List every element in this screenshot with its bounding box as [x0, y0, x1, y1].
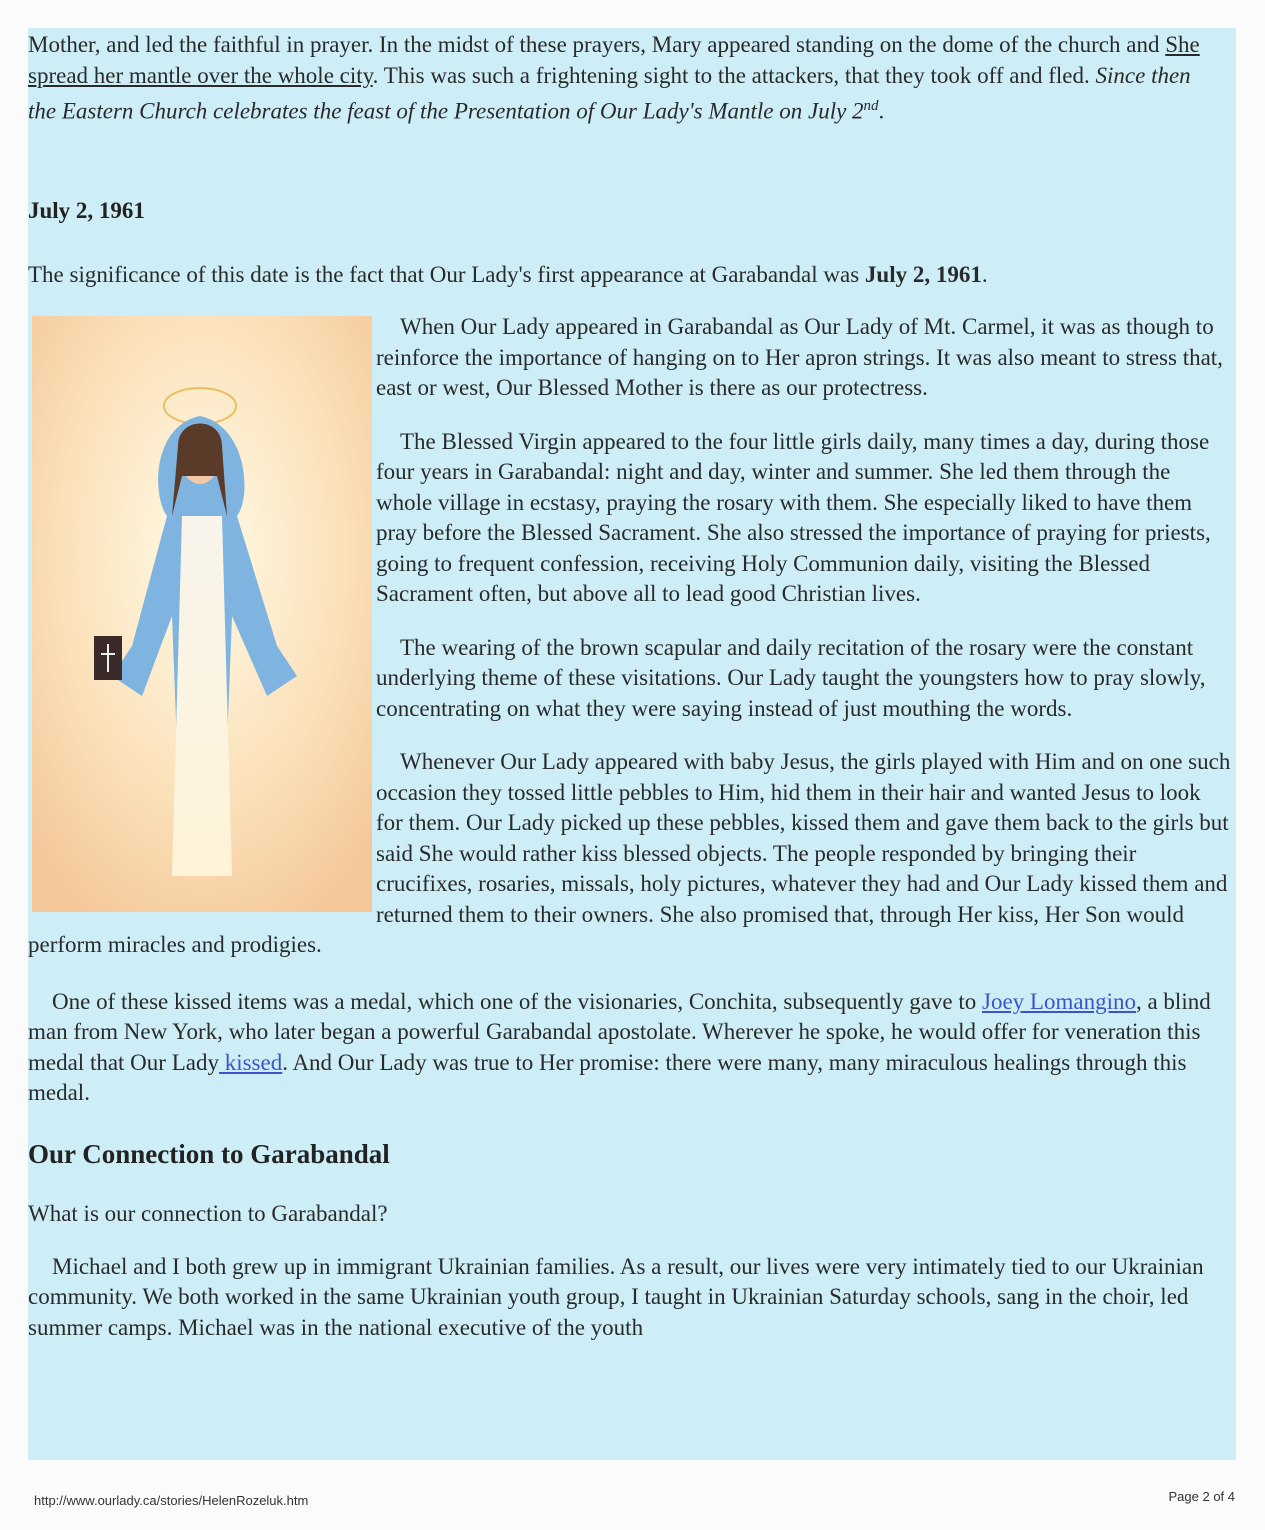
joey-lomangino-link[interactable]: Joey Lomangino: [982, 988, 1136, 1014]
intro-paragraph: [28, 30, 1223, 127]
underlined-text: She spread her mantle over the whole city: [28, 32, 1200, 88]
lead-text: The significance of this date is the fact that Our Lady's first appearance at Garabandal was: [28, 262, 865, 287]
intro-text: Mother, and led the faithful in prayer. In the midst of these prayers, Mary appeared standing on the dome of the church and: [28, 32, 1166, 57]
body-paragraph: Whenever Our Lady appeared with baby Jesus, the girls played with Him and on one such occasion they tossed little pebbles to Him, hid them in their hair and wanted Jesus to look for them. Our Lady picked up these pebbles, kissed them and gave them back to the girls but said She would rather kiss blessed objects. The people responded by bringing their crucifixes, rosaries, missals, holy pictures, whatever they had and Our Lady kissed them and returned them to their owners. She also promised that, through Her kiss, Her Son would perform miracles and prodigies.: [28, 749, 1231, 957]
intro-end: .: [878, 98, 885, 124]
medal-paragraph: [28, 987, 1232, 1109]
medal-text: . And Our Lady was true to Her promise: there were many, many miraculous healings through this medal.: [28, 1049, 1187, 1105]
body-paragraph: The Blessed Virgin appeared to the four little girls daily, many times a day, during those four years in Garabandal: night and day, winter and summer. She led them through the whole village in ecstasy, praying the rosary with them. She especially liked to have them pray before the Blessed Sacrament. She also stressed the importance of praying for priests, going to frequent confession, receiving Holy Communion daily, visiting the Blessed Sacrament often, but above all to lead good Christian lives.: [376, 428, 1211, 606]
question-text: What is our connection to Garabandal?: [28, 1201, 388, 1226]
body-paragraph: The wearing of the brown scapular and daily recitation of the rosary were the constant underlying theme of these visitations. Our Lady taught the youngsters how to pray slowly, concentrating on what they were saying instead of just mouthing the words.: [376, 634, 1206, 721]
intro-text: . This was such a frightening sight to the attackers, that they took off and fled.: [372, 62, 1096, 88]
lead-end: .: [981, 262, 988, 287]
medal-text: , a blind man from New York, who later began a powerful Garabandal apostolate. Wherever he spoke, he would offer for veneration this medal that Our Lady: [28, 988, 1211, 1075]
virgin-mary-image: [32, 316, 372, 912]
footer-url: http://www.ourlady.ca/stories/HelenRozeluk.htm: [34, 1493, 309, 1508]
kissed-link[interactable]: kissed: [218, 1049, 283, 1075]
medal-text: One of these kissed items was a medal, which one of the visionaries, Conchita, subsequently gave to: [52, 988, 983, 1014]
body-paragraph: Michael and I both grew up in immigrant Ukrainian families. As a result, our lives were very intimately tied to our Ukrainian community. We both worked in the same Ukrainian youth group, I taught in Ukrainian Saturday schools, sang in the choir, led summer camps. Michael was in the national executive of the youth: [28, 1253, 1204, 1340]
section-heading-july: July 2, 1961: [28, 198, 145, 223]
bold-date: July 2, 1961: [864, 262, 982, 287]
apparition-section: [28, 312, 1232, 1366]
section-heading-connection: Our Connection to Garabandal: [28, 1138, 390, 1169]
lead-paragraph: [28, 260, 1228, 291]
superscript: nd: [863, 98, 879, 114]
italic-text: Since then the Eastern Church celebrates the feast of the Presentation of Our Lady's Mantle on July 2: [28, 62, 1191, 124]
page-number: Page 2 of 4: [1168, 1489, 1235, 1504]
body-paragraph: When Our Lady appeared in Garabandal as Our Lady of Mt. Carmel, it was as though to reinforce the importance of hanging on to Her apron strings. It was also meant to stress that, east or west, Our Blessed Mother is there as our protectress.: [376, 314, 1223, 400]
